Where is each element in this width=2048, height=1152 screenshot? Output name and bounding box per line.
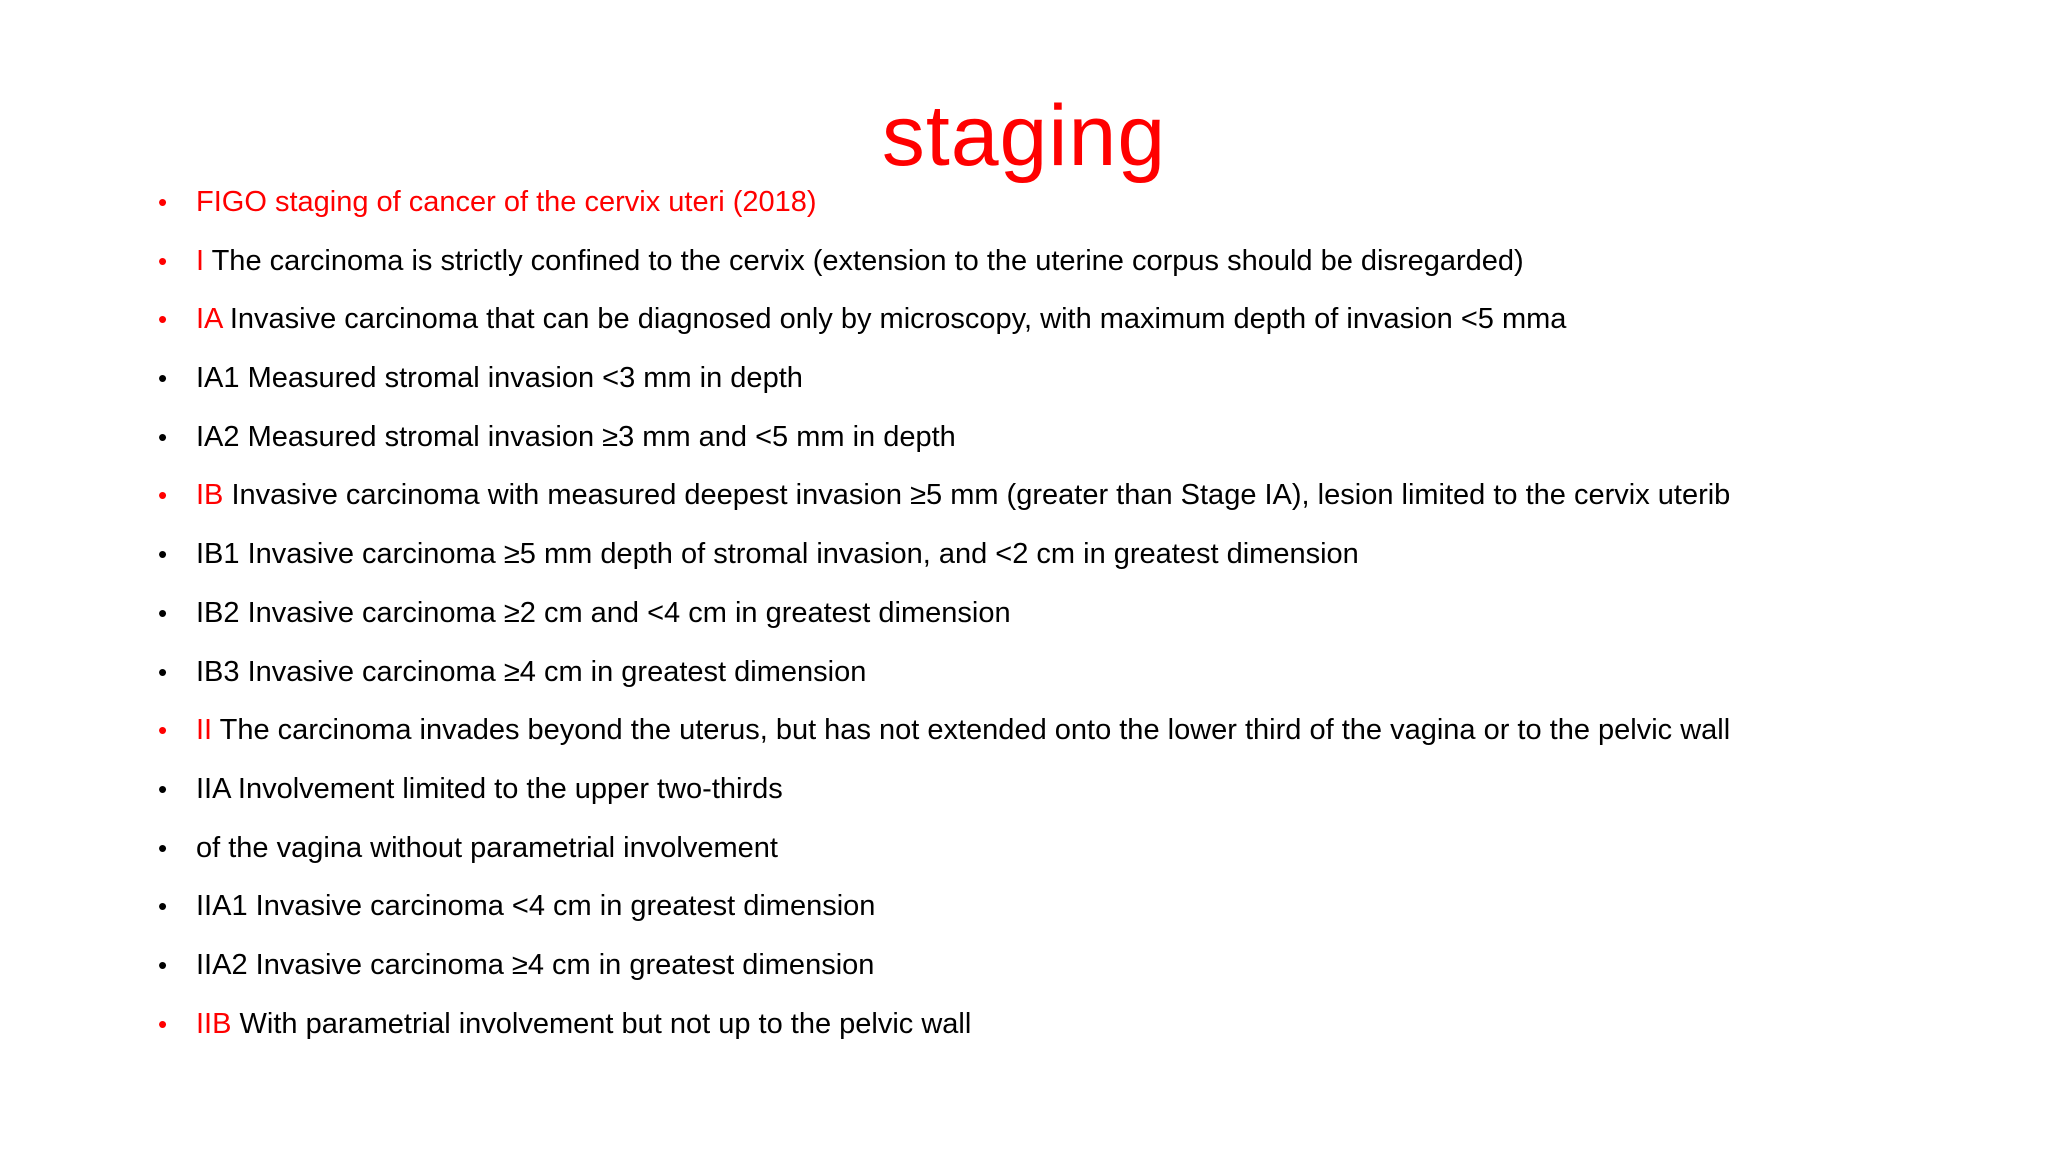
stage-description: Invasive carcinoma ≥2 cm and <4 cm in greatest dimension bbox=[239, 596, 1011, 629]
list-item bbox=[158, 819, 2018, 878]
list-item bbox=[158, 173, 2018, 232]
bullet-dot-icon: • bbox=[158, 832, 168, 863]
bullet-list bbox=[158, 173, 2018, 1053]
bullet-dot-icon: • bbox=[158, 480, 168, 511]
list-item bbox=[158, 995, 2018, 1054]
stage-description: Invasive carcinoma ≥5 mm depth of stromal invasion, and <2 cm in greatest dimension bbox=[239, 538, 1359, 571]
bullet-dot-icon: • bbox=[158, 421, 168, 452]
stage-code: I bbox=[196, 244, 205, 277]
bullet-dot-icon: • bbox=[158, 891, 168, 922]
bullet-dot-icon: • bbox=[158, 1008, 168, 1039]
stage-description: The carcinoma invades beyond the uterus, but has not extended onto the lower third of the vagina or to the pelvic wall bbox=[212, 714, 1731, 747]
list-item bbox=[158, 701, 2018, 760]
stage-code: IA bbox=[196, 303, 222, 336]
stage-description: Involvement limited to the upper two-thirds bbox=[229, 772, 783, 805]
stage-description: With parametrial involvement but not up to the pelvic wall bbox=[231, 1007, 972, 1040]
stage-description: The carcinoma is strictly confined to the cervix (extension to the uterine corpus should be disregarded) bbox=[204, 244, 1524, 277]
bullet-dot-icon: • bbox=[158, 187, 168, 217]
stage-code: IA1 bbox=[196, 362, 240, 395]
list-item bbox=[158, 290, 2018, 349]
stage-description: Measured stromal invasion <3 mm in depth bbox=[239, 362, 803, 395]
stage-code: IB1 bbox=[196, 538, 240, 571]
bullet-dot-icon: • bbox=[158, 363, 168, 394]
list-item bbox=[158, 525, 2018, 584]
bullet-dot-icon: • bbox=[158, 773, 168, 804]
list-item bbox=[158, 760, 2018, 819]
bullet-dot-icon: • bbox=[158, 949, 168, 980]
stage-code: IA2 bbox=[196, 420, 240, 453]
slide-title: staging bbox=[881, 88, 1167, 184]
stage-description: Invasive carcinoma ≥4 cm in greatest dimension bbox=[247, 948, 875, 981]
stage-code: II bbox=[196, 714, 213, 747]
bullet-dot-icon: • bbox=[158, 597, 168, 628]
bullet-dot-icon: • bbox=[158, 715, 168, 746]
list-item bbox=[158, 349, 2018, 408]
stage-code: IB bbox=[196, 479, 224, 512]
list-item bbox=[158, 877, 2018, 936]
stage-description: Invasive carcinoma with measured deepest invasion ≥5 mm (greater than Stage IA), lesion limited to the cervix uterib bbox=[223, 479, 1731, 512]
stage-description: Invasive carcinoma ≥4 cm in greatest dimension bbox=[239, 655, 867, 688]
list-item bbox=[158, 232, 2018, 291]
stage-code: IIB bbox=[196, 1007, 232, 1040]
bullet-dot-icon: • bbox=[158, 304, 168, 335]
list-item bbox=[158, 936, 2018, 995]
stage-description: of the vagina without parametrial involvement bbox=[196, 831, 778, 864]
stage-code: FIGO staging of cancer of the cervix uteri (2018) bbox=[196, 186, 817, 218]
stage-code: IIA1 bbox=[196, 890, 248, 923]
stage-description: Invasive carcinoma <4 cm in greatest dimension bbox=[247, 890, 876, 923]
stage-code: IB2 bbox=[196, 596, 240, 629]
bullet-dot-icon: • bbox=[158, 245, 168, 276]
bullet-dot-icon: • bbox=[158, 539, 168, 570]
list-item bbox=[158, 584, 2018, 643]
bullet-dot-icon: • bbox=[158, 656, 168, 687]
stage-code: IIA bbox=[196, 772, 230, 805]
list-item bbox=[158, 643, 2018, 702]
stage-description: Invasive carcinoma that can be diagnosed only by microscopy, with maximum depth of invasion <5 mma bbox=[221, 303, 1567, 336]
stage-description: Measured stromal invasion ≥3 mm and <5 mm in depth bbox=[239, 420, 956, 453]
stage-code: IIA2 bbox=[196, 948, 248, 981]
stage-code: IB3 bbox=[196, 655, 240, 688]
list-item bbox=[158, 466, 2018, 525]
list-item bbox=[158, 408, 2018, 467]
